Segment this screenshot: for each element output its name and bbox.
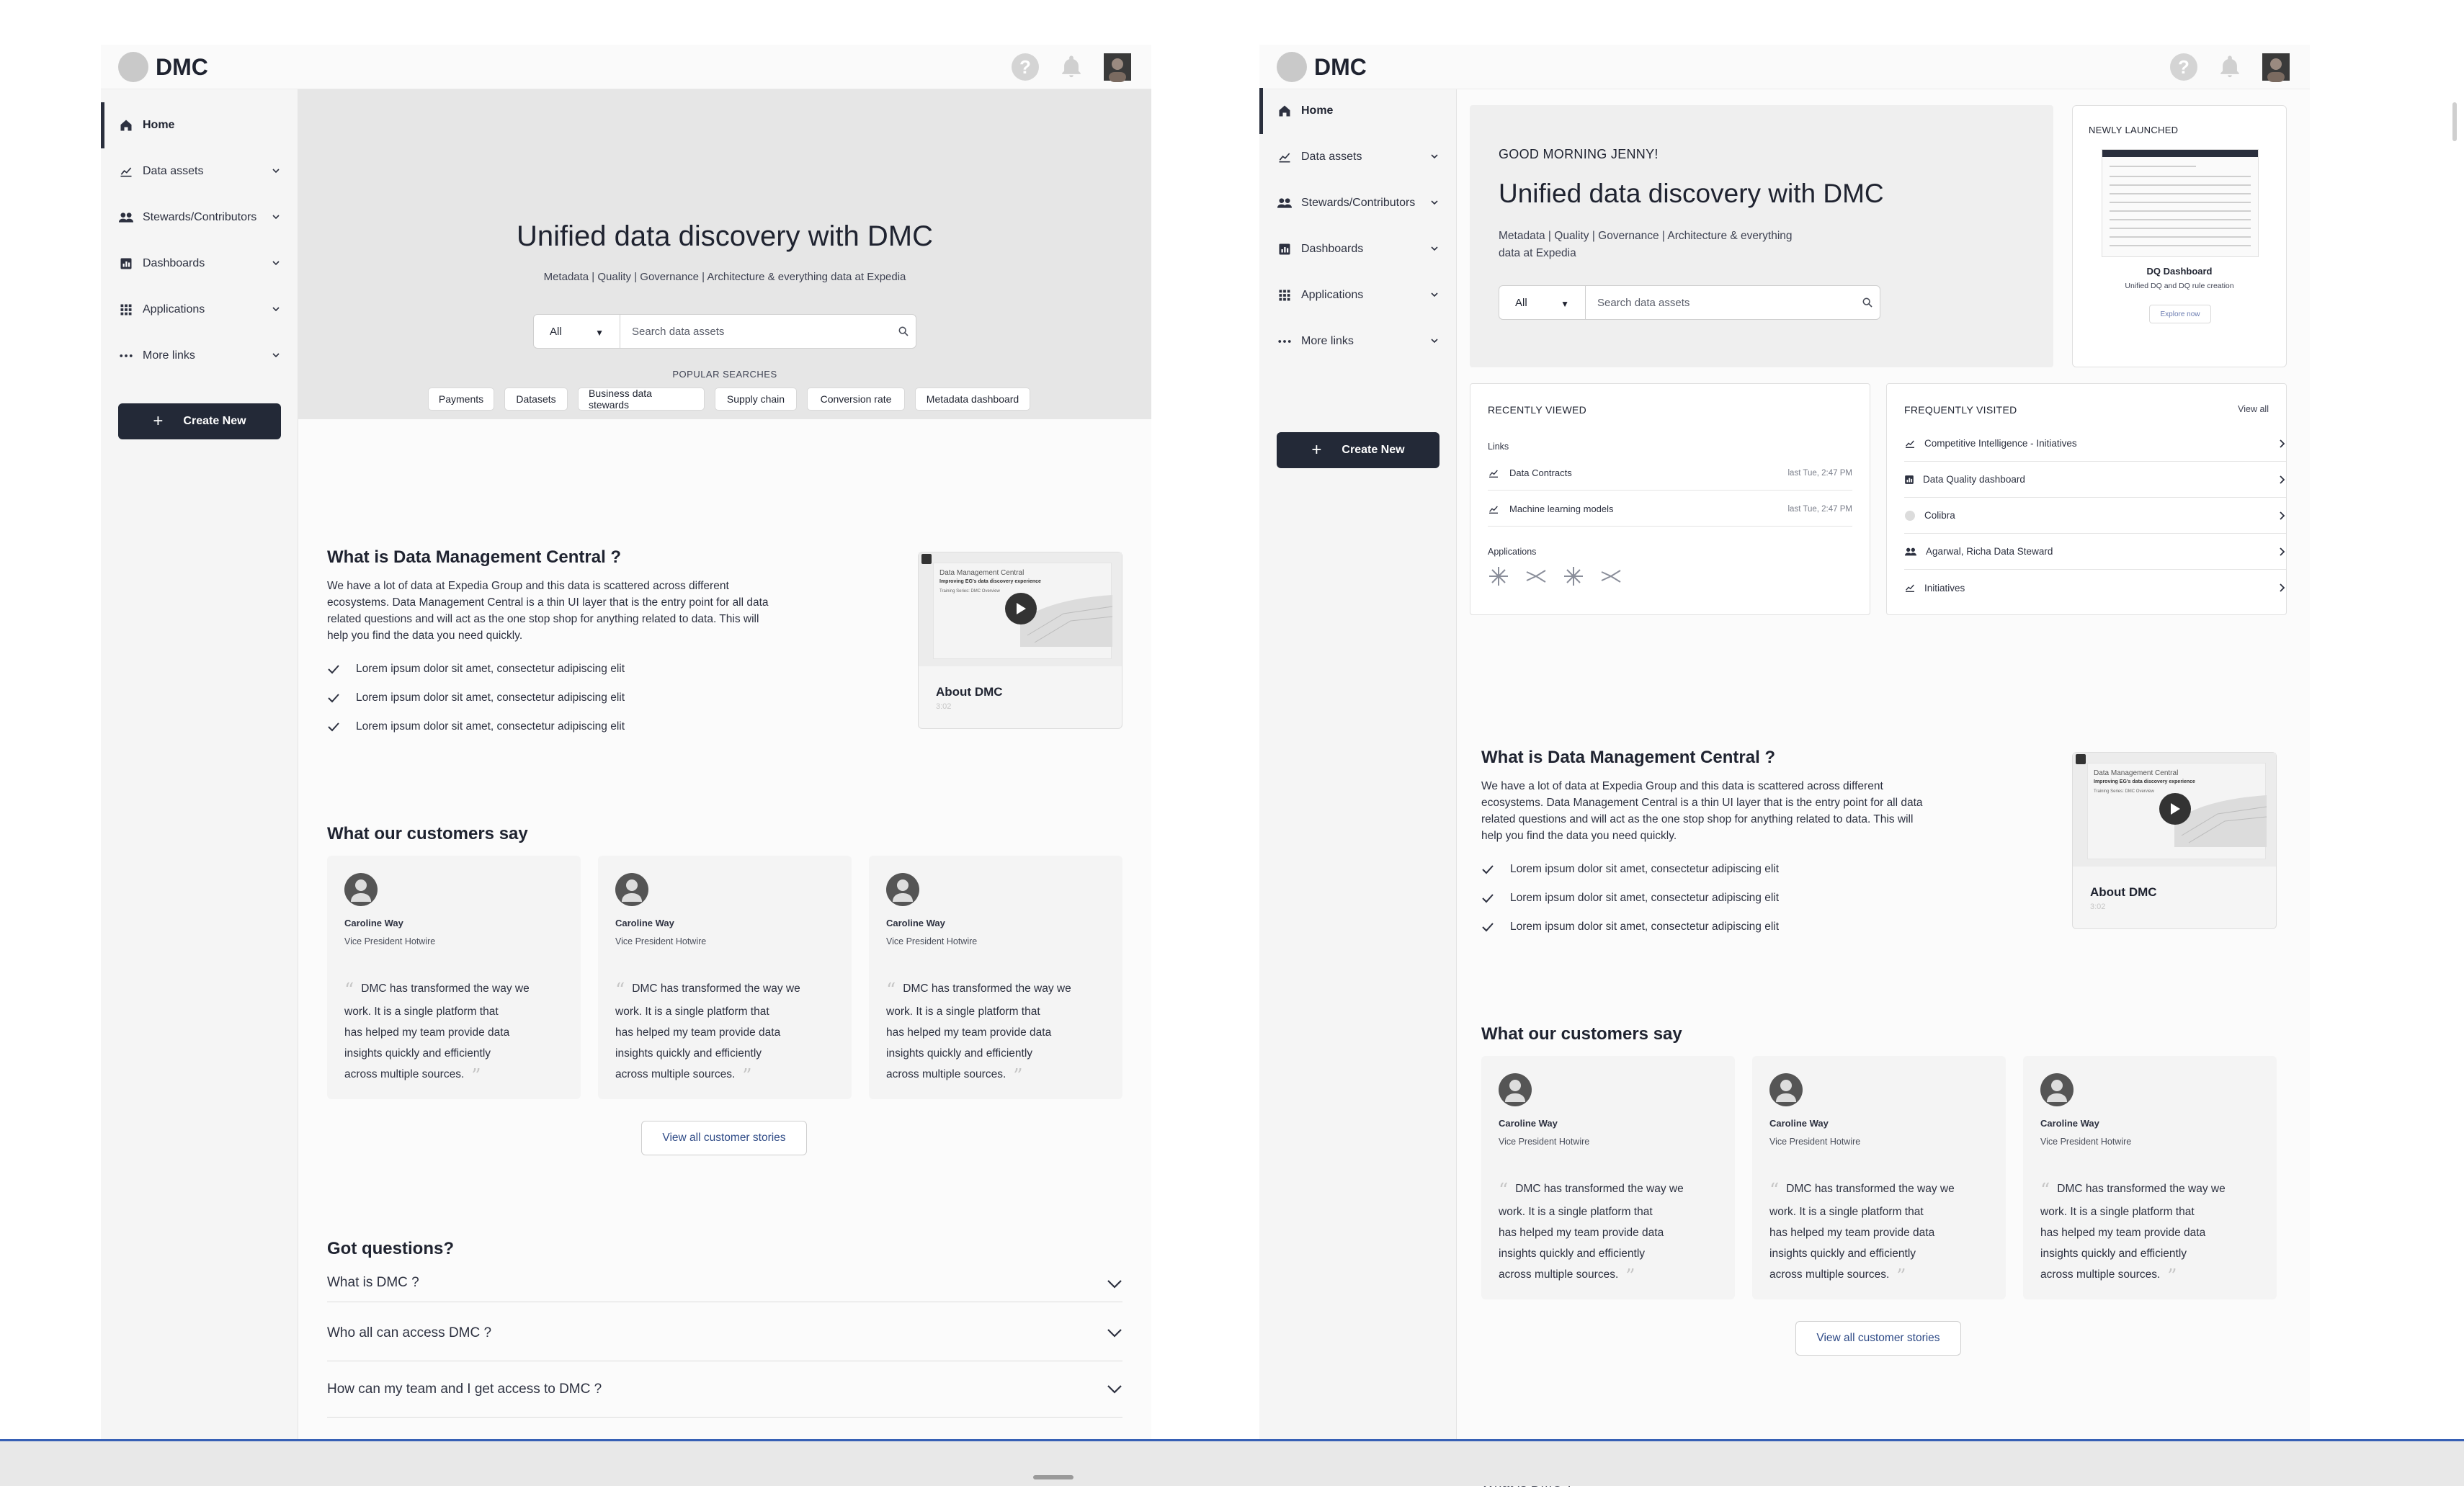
newly-launched-title: DQ Dashboard (2146, 266, 2213, 277)
explore-now-button[interactable]: Explore now (2149, 305, 2211, 323)
sidebar-item-dashboards[interactable] (1259, 226, 1457, 272)
quote-line: DMC has transformed the way we (903, 982, 1071, 995)
about-line: ecosystems. Data Management Central is a thin UI layer that is the entry point for all data (327, 596, 769, 609)
quote-close-icon: ” (1896, 1266, 1906, 1287)
video-thumb-caption: Training Series: DMC Overview (939, 589, 1000, 594)
about-title: What is Data Management Central ? (1481, 748, 1776, 767)
video-thumb-title: Data Management Central (939, 569, 1025, 577)
grid-icon (1277, 287, 1293, 303)
user-avatar[interactable] (2262, 53, 2290, 81)
preview-row (2110, 193, 2251, 194)
check-icon (1481, 864, 1494, 874)
recently-viewed-heading: RECENTLY VIEWED (1488, 404, 1587, 416)
chevron-right-icon (2279, 547, 2286, 557)
faq-item[interactable] (327, 1361, 1122, 1418)
quote-close-icon: ” (2167, 1266, 2177, 1287)
quote-line: has helped my team provide data (886, 1026, 1052, 1039)
sidebar-item-home[interactable] (1259, 88, 1457, 134)
quote-close-icon: ” (1013, 1065, 1023, 1087)
quote-open-icon: “ (615, 980, 625, 1001)
testimonial-quote (886, 978, 1102, 1087)
quote-open-icon: “ (2040, 1180, 2050, 1201)
main-content (1457, 89, 2310, 1458)
about-paragraph (1481, 778, 1986, 844)
testimonial-card (1752, 1056, 2006, 1299)
video-thumbnail[interactable] (2073, 753, 2276, 867)
check-text: Lorem ipsum dolor sit amet, consectetur adipiscing elit (356, 663, 625, 675)
quote-line: work. It is a single platform that (886, 1006, 1040, 1018)
preview-row (2110, 245, 2251, 246)
bell-icon[interactable] (1058, 53, 1085, 81)
drag-handle[interactable] (1033, 1475, 1073, 1479)
check-text: Lorem ipsum dolor sit amet, consectetur adipiscing elit (356, 691, 625, 704)
home-icon (118, 117, 134, 133)
greeting-text: GOOD MORNING JENNY! (1499, 147, 1659, 161)
recent-link-row[interactable] (1488, 456, 1852, 491)
check-icon (327, 722, 340, 732)
search-input[interactable]: Search data assets (632, 325, 725, 338)
about-title: What is Data Management Central ? (327, 547, 622, 567)
testimonial-name: Caroline Way (886, 918, 945, 928)
quote-line: insights quickly and efficiently (615, 1047, 762, 1060)
testimonial-card (2023, 1056, 2277, 1299)
video-thumb-title: Data Management Central (2094, 769, 2179, 777)
chevron-down-icon (271, 304, 281, 314)
quote-open-icon: “ (886, 980, 896, 1001)
sidebar-item-applications[interactable] (101, 287, 298, 333)
help-icon[interactable]: ? (2170, 53, 2197, 81)
quote-line: work. It is a single platform that (344, 1006, 499, 1018)
more-icon (1277, 333, 1293, 349)
video-title: About DMC (936, 685, 1003, 699)
testimonial-role: Vice President Hotwire (1769, 1137, 1861, 1147)
faq-title: Got questions? (327, 1239, 454, 1258)
testimonial-name: Caroline Way (2040, 1118, 2099, 1129)
quote-line: DMC has transformed the way we (361, 982, 530, 995)
testimonial-card (598, 856, 852, 1099)
about-line: ecosystems. Data Management Central is a thin UI layer that is the entry point for all data (1481, 797, 1923, 809)
quote-line: across multiple sources. (886, 1068, 1006, 1080)
chart-icon (1488, 467, 1499, 479)
create-new-button[interactable] (1277, 432, 1439, 468)
quote-line: has helped my team provide data (2040, 1227, 2206, 1239)
sidebar-item-more-links[interactable] (101, 333, 298, 379)
sidebar-item-stewards[interactable] (1259, 180, 1457, 226)
chevron-right-icon (2279, 511, 2286, 521)
preview-row (2110, 219, 2251, 220)
preview-row (2110, 166, 2196, 167)
chevron-down-icon (271, 350, 281, 360)
chevron-right-icon (2279, 583, 2286, 593)
video-logo-icon (2076, 754, 2086, 764)
preview-header (2102, 150, 2258, 157)
testimonials-title: What our customers say (1481, 1024, 1682, 1044)
frequently-visited-panel (1886, 383, 2287, 615)
main-content (298, 89, 1151, 1458)
bell-icon[interactable] (2216, 53, 2244, 81)
quote-close-icon: ” (1625, 1266, 1635, 1287)
faq-question: What is DMC ? (327, 1274, 419, 1290)
testimonial-card (327, 856, 581, 1099)
check-icon (1481, 922, 1494, 932)
greeting-card (1470, 105, 2053, 367)
chevron-down-icon (271, 166, 281, 176)
check-icon (327, 664, 340, 674)
quote-line: has helped my team provide data (1499, 1227, 1664, 1239)
search-scope-value: All (1515, 296, 1527, 309)
frame-version-b (1259, 45, 2310, 1442)
check-icon (1481, 893, 1494, 903)
hero-subtitle: Metadata | Quality | Governance | Architecture & everything data at Expedia (543, 271, 906, 283)
create-new-label: Create New (183, 415, 246, 427)
chart-icon (1904, 582, 1916, 594)
logo-text[interactable]: DMC (156, 54, 208, 80)
grid-icon (118, 302, 134, 318)
avatar (615, 873, 648, 906)
sidebar-item-label: Stewards/Contributors (143, 211, 257, 223)
sidebar-item-data-assets[interactable] (1259, 134, 1457, 180)
testimonial-role: Vice President Hotwire (2040, 1137, 2132, 1147)
about-line: related questions and will act as the one stop shop for anything related to data. This will (1481, 813, 1914, 825)
hero-title: Unified data discovery with DMC (517, 220, 933, 252)
links-label: Links (1488, 442, 1509, 452)
frequent-item-name: Initiatives (1924, 582, 1965, 594)
search-scope-select[interactable] (1499, 286, 1586, 319)
bowtie-app-icon[interactable] (1524, 564, 1548, 588)
testimonial-quote (615, 978, 831, 1087)
sidebar-item-label: More links (1301, 335, 1354, 347)
check-item (1481, 892, 1779, 905)
check-item (327, 663, 625, 676)
avatar (2040, 1073, 2074, 1106)
avatar (886, 873, 919, 906)
people-icon (118, 210, 134, 225)
hero-title: Unified data discovery with DMC (1499, 179, 1884, 208)
search-icon[interactable] (891, 319, 916, 344)
testimonial-name: Caroline Way (1769, 1118, 1829, 1129)
dashboard-icon (1904, 475, 1914, 485)
hero-banner (298, 89, 1151, 419)
preview-row (2110, 184, 2251, 186)
more-icon (118, 348, 134, 364)
help-icon[interactable]: ? (1012, 53, 1039, 81)
recent-link-name: Data Contracts (1509, 467, 1572, 478)
avatar (1499, 1073, 1532, 1106)
chevron-down-icon (1429, 290, 1439, 300)
recent-link-name: Machine learning models (1509, 503, 1614, 514)
sidebar-item-label: Dashboards (143, 257, 205, 269)
video-duration: 3:02 (2090, 903, 2106, 911)
popular-chip[interactable]: Datasets (504, 388, 568, 411)
recent-link-time: last Tue, 2:47 PM (1787, 468, 1852, 478)
frequent-item-name: Data Quality dashboard (1923, 474, 2025, 485)
recent-link-row[interactable] (1488, 492, 1852, 527)
chevron-down-icon (271, 258, 281, 268)
search-scope-value: All (550, 325, 562, 338)
quote-line: across multiple sources. (2040, 1268, 2161, 1281)
quote-open-icon: “ (344, 980, 354, 1001)
dashboard-icon (1277, 241, 1293, 257)
faq-question: How can my team and I get access to DMC ? (327, 1381, 602, 1397)
frequent-item[interactable] (1904, 498, 2286, 534)
logo-icon (1277, 52, 1307, 82)
about-line: help you find the data you need quickly. (1481, 830, 1677, 842)
quote-open-icon: “ (1769, 1180, 1780, 1201)
chevron-right-icon (2279, 439, 2286, 449)
popular-searches-title: POPULAR SEARCHES (672, 369, 777, 380)
chevron-down-icon (271, 212, 281, 222)
view-all-stories-button[interactable]: View all customer stories (641, 1121, 807, 1155)
testimonial-role: Vice President Hotwire (886, 936, 978, 946)
testimonial-quote (2040, 1178, 2257, 1287)
preview-row (2110, 236, 2251, 238)
frequent-item[interactable] (1904, 462, 2286, 498)
snowflake-app-icon[interactable] (1486, 564, 1511, 588)
about-line: We have a lot of data at Expedia Group and this data is scattered across different (327, 580, 729, 592)
quote-line: work. It is a single platform that (1499, 1206, 1653, 1218)
quote-line: across multiple sources. (1769, 1268, 1890, 1281)
testimonial-card (869, 856, 1122, 1099)
chevron-down-icon (1107, 1279, 1122, 1289)
recently-viewed-panel (1470, 383, 1870, 615)
sidebar-item-more-links[interactable] (1259, 318, 1457, 364)
sidebar-item-label: Home (1301, 104, 1334, 117)
search-scope-select[interactable] (534, 315, 620, 348)
quote-line: DMC has transformed the way we (2057, 1183, 2226, 1195)
logo-text[interactable]: DMC (1314, 54, 1367, 80)
check-icon (327, 693, 340, 703)
frequent-item[interactable] (1904, 426, 2286, 462)
snowflake-app-icon[interactable] (1561, 564, 1586, 588)
top-bar (1259, 45, 2310, 89)
search-bar (533, 314, 916, 349)
quote-close-icon: ” (742, 1065, 752, 1087)
video-card[interactable] (2072, 752, 2277, 929)
frequent-item[interactable] (1904, 570, 2286, 606)
play-icon[interactable] (2159, 793, 2191, 825)
preview-row (2110, 210, 2251, 212)
testimonial-card (1481, 1056, 1735, 1299)
recent-link-time: last Tue, 2:47 PM (1787, 504, 1852, 514)
chart-icon (1488, 503, 1499, 515)
newly-launched-heading: NEWLY LAUNCHED (2089, 125, 2179, 135)
search-icon[interactable] (1855, 290, 1880, 315)
quote-open-icon: “ (1499, 1180, 1509, 1201)
chevron-down-icon (1429, 243, 1439, 254)
sidebar-item-label: Applications (143, 303, 205, 315)
chart-icon (1277, 149, 1293, 165)
faq-item[interactable] (327, 1263, 1122, 1302)
quote-line: across multiple sources. (615, 1068, 736, 1080)
hero-subtitle (1499, 228, 1793, 262)
check-item (327, 691, 625, 704)
quote-line: insights quickly and efficiently (886, 1047, 1033, 1060)
chart-icon (1904, 438, 1916, 449)
avatar (344, 873, 378, 906)
popular-chip[interactable]: Metadata dashboard (915, 388, 1030, 411)
check-item (1481, 863, 1779, 876)
about-line: We have a lot of data at Expedia Group and this data is scattered across different (1481, 780, 1883, 792)
logo-icon (118, 52, 148, 82)
video-thumb-caption: Training Series: DMC Overview (2094, 789, 2154, 794)
preview-row (2110, 228, 2251, 229)
testimonial-name: Caroline Way (615, 918, 674, 928)
testimonial-name: Caroline Way (1499, 1118, 1558, 1129)
faq-item[interactable] (327, 1305, 1122, 1361)
home-icon (1277, 103, 1293, 119)
popular-chip[interactable]: Conversion rate (807, 388, 905, 411)
chevron-right-icon (2279, 475, 2286, 485)
caret-down-icon: ▼ (595, 328, 604, 338)
frequent-item-name: Colibra (1924, 510, 1955, 521)
sidebar (101, 89, 298, 1458)
bottom-tray (0, 1439, 2464, 1486)
chevron-down-icon (1429, 336, 1439, 346)
create-new-label: Create New (1342, 444, 1405, 456)
chevron-down-icon (1429, 197, 1439, 207)
scrollbar[interactable] (2452, 102, 2457, 141)
check-item (1481, 921, 1779, 933)
view-all-link[interactable]: View all (2238, 404, 2269, 414)
video-thumb-subtitle: Improving EG's data discovery experience (939, 579, 1041, 584)
quote-line: insights quickly and efficiently (1769, 1248, 1916, 1260)
quote-line: insights quickly and efficiently (344, 1047, 491, 1060)
play-icon[interactable] (1005, 593, 1037, 624)
people-icon (1904, 546, 1917, 558)
plus-icon: + (1311, 440, 1322, 460)
dashboard-icon (118, 256, 134, 272)
testimonial-name: Caroline Way (344, 918, 403, 928)
user-avatar[interactable] (1104, 53, 1131, 81)
circle-icon (1904, 510, 1916, 521)
quote-line: across multiple sources. (1499, 1268, 1619, 1281)
check-text: Lorem ipsum dolor sit amet, consectetur adipiscing elit (356, 720, 625, 733)
frequent-item-name: Competitive Intelligence - Initiatives (1924, 438, 2077, 449)
newly-launched-card (2072, 105, 2287, 367)
check-text: Lorem ipsum dolor sit amet, consectetur adipiscing elit (1510, 863, 1780, 875)
hero-subtitle-line: Metadata | Quality | Governance | Architecture & everything (1499, 230, 1793, 242)
check-text: Lorem ipsum dolor sit amet, consectetur adipiscing elit (1510, 921, 1780, 933)
testimonial-role: Vice President Hotwire (344, 936, 436, 946)
frame-version-a (101, 45, 1151, 1442)
frequent-item-name: Agarwal, Richa Data Steward (1926, 546, 2053, 557)
sidebar-item-dashboards[interactable] (101, 241, 298, 287)
about-paragraph (327, 578, 831, 644)
popular-chip[interactable]: Supply chain (715, 388, 797, 411)
quote-line: across multiple sources. (344, 1068, 465, 1080)
video-duration: 3:02 (936, 702, 952, 711)
search-bar (1499, 285, 1880, 320)
popular-chip[interactable]: Business data stewards (578, 388, 705, 411)
about-line: help you find the data you need quickly. (327, 630, 523, 642)
sidebar-item-label: More links (143, 349, 195, 362)
video-title: About DMC (2090, 885, 2157, 899)
sidebar-item-data-assets[interactable] (101, 148, 298, 194)
bowtie-app-icon[interactable] (1599, 564, 1623, 588)
testimonial-role: Vice President Hotwire (1499, 1137, 1590, 1147)
quote-line: work. It is a single platform that (1769, 1206, 1924, 1218)
dq-dashboard-preview[interactable] (2102, 149, 2259, 257)
hero-subtitle-line: data at Expedia (1499, 247, 1576, 259)
sidebar-item-label: Dashboards (1301, 243, 1364, 255)
newly-launched-subtitle: Unified DQ and DQ rule creation (2125, 282, 2234, 290)
testimonial-role: Vice President Hotwire (615, 936, 707, 946)
frequently-visited-heading: FREQUENTLY VISITED (1904, 404, 2017, 416)
sidebar-item-applications[interactable] (1259, 272, 1457, 318)
search-input[interactable]: Search data assets (1597, 296, 1690, 309)
video-thumbnail[interactable] (919, 552, 1122, 666)
sidebar-item-label: Data assets (143, 165, 204, 177)
sidebar-item-stewards[interactable] (101, 194, 298, 241)
chart-icon (118, 164, 134, 179)
video-card[interactable] (918, 552, 1122, 729)
sidebar (1259, 89, 1457, 1458)
sidebar-item-label: Applications (1301, 289, 1364, 301)
view-all-stories-button[interactable]: View all customer stories (1795, 1321, 1961, 1356)
preview-row (2110, 202, 2251, 203)
video-logo-icon (921, 554, 932, 564)
about-line: related questions and will act as the one stop shop for anything related to data. This will (327, 613, 759, 625)
testimonials-title: What our customers say (327, 824, 528, 843)
quote-line: has helped my team provide data (344, 1026, 510, 1039)
avatar (1769, 1073, 1803, 1106)
sidebar-item-label: Home (143, 119, 175, 131)
quote-line: DMC has transformed the way we (1515, 1183, 1684, 1195)
video-thumb-subtitle: Improving EG's data discovery experience (2094, 779, 2195, 784)
create-new-button[interactable] (118, 403, 281, 439)
chevron-down-icon (1429, 151, 1439, 161)
preview-row (2110, 176, 2251, 177)
quote-line: insights quickly and efficiently (1499, 1248, 1646, 1260)
quote-line: has helped my team provide data (615, 1026, 781, 1039)
caret-down-icon: ▼ (1561, 299, 1569, 309)
check-item (327, 720, 625, 733)
quote-line: DMC has transformed the way we (632, 982, 800, 995)
quote-line: work. It is a single platform that (2040, 1206, 2195, 1218)
applications-label: Applications (1488, 547, 1537, 557)
sidebar-item-label: Stewards/Contributors (1301, 197, 1416, 209)
quote-line: insights quickly and efficiently (2040, 1248, 2187, 1260)
popular-chip[interactable]: Payments (428, 388, 494, 411)
people-icon (1277, 195, 1293, 211)
quote-close-icon: ” (471, 1065, 481, 1087)
chevron-down-icon (1107, 1384, 1122, 1394)
quote-line: DMC has transformed the way we (1786, 1183, 1955, 1195)
testimonial-quote (1499, 1178, 1715, 1287)
testimonial-quote (1769, 1178, 1986, 1287)
frequent-item[interactable] (1904, 534, 2286, 570)
top-bar (101, 45, 1151, 89)
check-text: Lorem ipsum dolor sit amet, consectetur adipiscing elit (1510, 892, 1780, 904)
testimonial-quote (344, 978, 561, 1087)
faq-question: Who all can access DMC ? (327, 1325, 492, 1340)
plus-icon: + (153, 411, 164, 431)
chevron-down-icon (1107, 1328, 1122, 1338)
quote-line: work. It is a single platform that (615, 1006, 769, 1018)
sidebar-item-label: Data assets (1301, 151, 1362, 163)
quote-line: has helped my team provide data (1769, 1227, 1935, 1239)
sidebar-item-home[interactable] (101, 102, 298, 148)
